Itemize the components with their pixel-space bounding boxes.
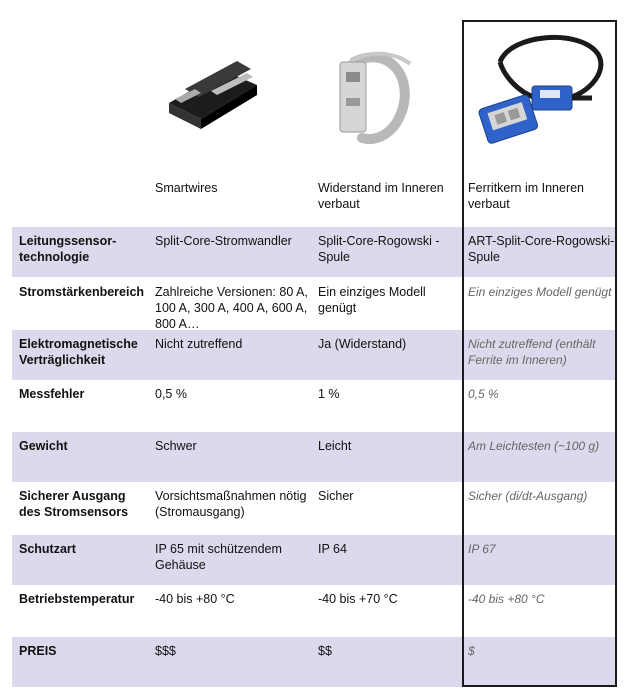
cell-ferrite: 0,5 %	[468, 387, 499, 401]
cell-ferrite: Nicht zutreffend (enthält Ferrite im Inneren)	[468, 337, 596, 367]
row-label: Schutzart	[19, 542, 76, 556]
cell-smartwires: IP 65 mit schützendem Gehäuse	[155, 542, 282, 572]
cell-ferrite: ART-Split-Core-Rogowski-Spule	[468, 234, 615, 264]
row-label: Betriebstemperatur	[19, 592, 135, 606]
cell-ferrite: -40 bis +80 °C	[468, 592, 545, 606]
header-ferrite: Ferritkern im Inneren verbaut	[468, 181, 585, 211]
cell-ferrite: IP 67	[468, 542, 496, 556]
cell-resistor: Leicht	[318, 439, 352, 453]
cell-resistor: $$	[318, 644, 332, 658]
cell-resistor: IP 64	[318, 542, 347, 556]
cell-smartwires: Zahlreiche Versionen: 80 A, 100 A, 300 A, 400 A, 600 A, 800 A…	[155, 285, 308, 331]
cell-resistor: -40 bis +70 °C	[318, 592, 398, 606]
cell-smartwires: $$$	[155, 644, 176, 658]
table-row	[12, 585, 616, 637]
table-row	[12, 380, 616, 432]
rogowski-resistor-image	[320, 40, 420, 150]
cell-resistor: Ja (Widerstand)	[318, 337, 407, 351]
cell-ferrite: $	[468, 644, 475, 658]
cell-ferrite: Am Leichtesten (~100 g)	[468, 439, 600, 453]
cell-smartwires: -40 bis +80 °C	[155, 592, 235, 606]
row-label: Leitungssensor-technologie	[19, 234, 117, 264]
table-row	[12, 637, 616, 687]
header-resistor: Widerstand im Inneren verbaut	[318, 181, 444, 211]
table-row	[12, 227, 616, 277]
cell-ferrite: Sicher (di/dt-Ausgang)	[468, 489, 588, 503]
row-label: Stromstärkenbereich	[19, 285, 145, 299]
smartwires-image	[155, 55, 275, 135]
cell-resistor: 1 %	[318, 387, 340, 401]
cell-smartwires: Nicht zutreffend	[155, 337, 243, 351]
row-label: Messfehler	[19, 387, 85, 401]
row-label: Elektromagnetische Verträglichkeit	[19, 337, 138, 367]
cell-smartwires: 0,5 %	[155, 387, 187, 401]
row-label: Sicherer Ausgang des Stromsensors	[19, 489, 129, 519]
table-row	[12, 278, 616, 330]
cell-ferrite: Ein einziges Modell genügt	[468, 285, 612, 299]
table-row	[12, 482, 616, 535]
header-smartwires: Smartwires	[155, 181, 218, 195]
cell-resistor: Sicher	[318, 489, 354, 503]
table-row	[12, 330, 616, 380]
cell-resistor: Split-Core-Rogowski -Spule	[318, 234, 440, 264]
row-label: Gewicht	[19, 439, 68, 453]
ferrite-rogowski-image	[470, 28, 615, 168]
table-row	[12, 535, 616, 585]
cell-smartwires: Schwer	[155, 439, 197, 453]
row-label: PREIS	[19, 644, 57, 658]
cell-smartwires: Split-Core-Stromwandler	[155, 234, 292, 248]
cell-resistor: Ein einziges Modell genügt	[318, 285, 426, 315]
table-row	[12, 432, 616, 482]
cell-smartwires: Vorsichtsmaßnahmen nötig (Stromausgang)	[155, 489, 307, 519]
